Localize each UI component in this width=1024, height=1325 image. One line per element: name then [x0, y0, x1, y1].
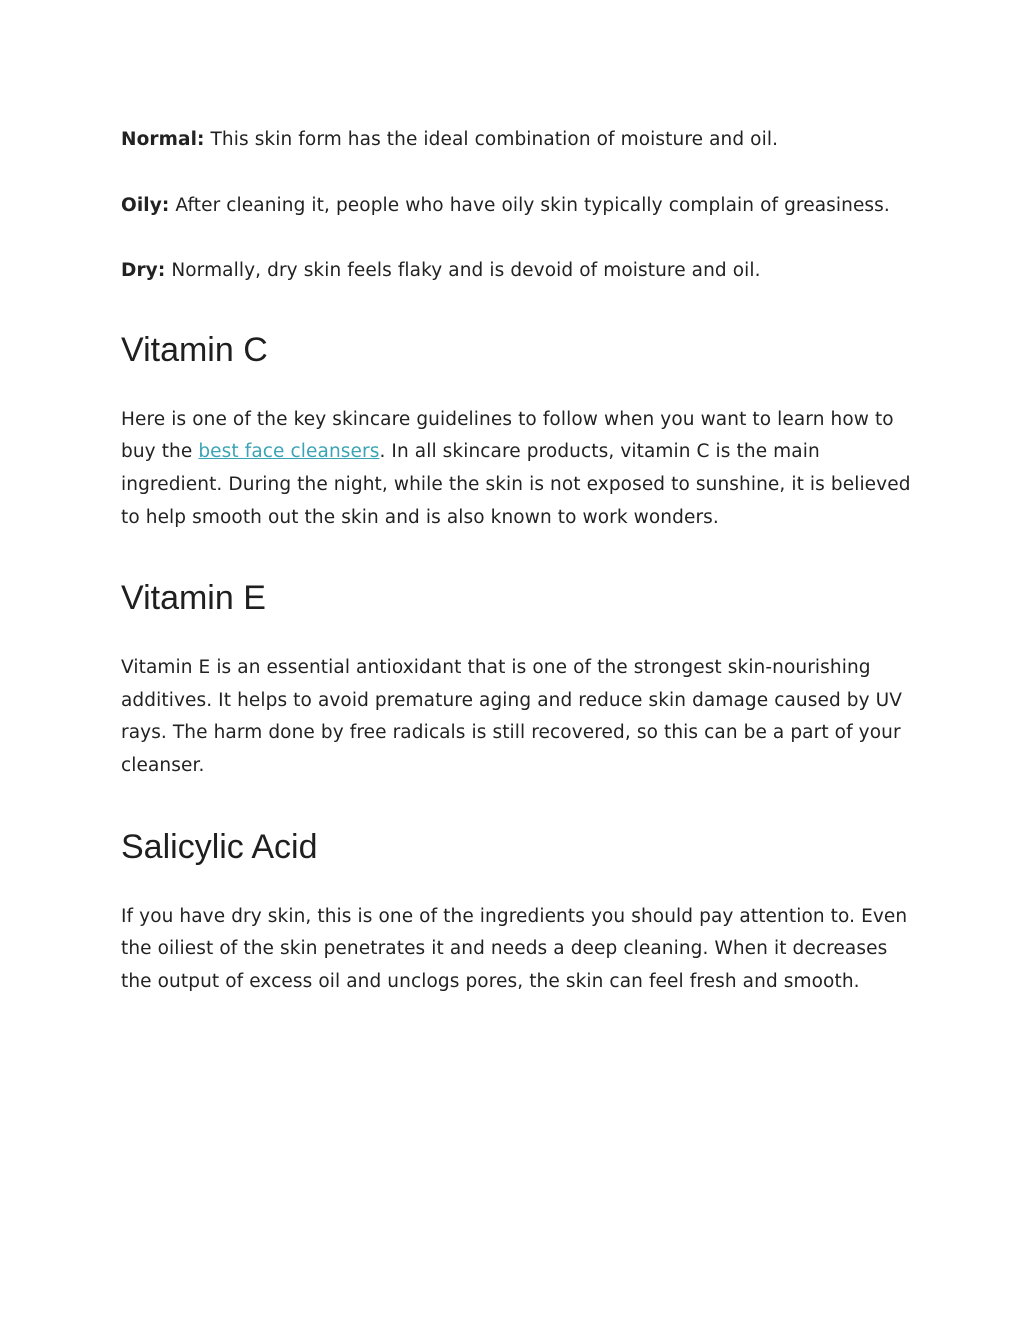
- skin-type-oily-paragraph: [121, 190, 911, 223]
- skin-type-dry-paragraph: [121, 255, 911, 288]
- document-page: [121, 124, 911, 998]
- skin-type-dry-term: Dry:: [121, 260, 166, 282]
- skin-type-dry-text: Normally, dry skin feels flaky and is devoid of moisture and oil.: [165, 260, 761, 282]
- skin-type-normal-text: This skin form has the ideal combination of moisture and oil.: [204, 129, 779, 150]
- vitamin-c-text-after-link: . In all skincare products, vitamin C is the main ingredient. During the night, while the skin is not exposed to sunshine, it is believed to help smooth out the skin and is also known to work wonders.: [121, 441, 911, 528]
- skin-type-normal-paragraph: [121, 124, 911, 157]
- vitamin-e-heading: Vitamin E: [121, 579, 266, 618]
- salicylic-acid-paragraph: If you have dry skin, this is one of the ingredients you should pay attention to. Even the oiliest of the skin penetrates it and needs a deep cleaning. When it decreases the output of excess oil and unclogs pores, the skin can feel fresh and smooth.: [121, 905, 908, 992]
- skin-type-normal-term: Normal:: [121, 129, 205, 150]
- best-face-cleansers-link[interactable]: best face cleansers: [198, 441, 380, 463]
- vitamin-c-heading: Vitamin C: [121, 330, 268, 369]
- vitamin-e-paragraph: Vitamin E is an essential antioxidant that is one of the strongest skin-nourishing additives. It helps to avoid premature aging and reduce skin damage caused by UV rays. The harm done by free radicals is still recovered, so this can be a part of your cleanser.: [121, 657, 903, 776]
- vitamin-c-text-before-link: Here is one of the key skincare guidelines to follow when you want to learn how to buy the: [121, 408, 894, 463]
- vitamin-c-paragraph: [121, 404, 911, 534]
- salicylic-acid-heading: Salicylic Acid: [121, 827, 318, 866]
- skin-type-oily-text: After cleaning it, people who have oily skin typically complain of greasiness.: [169, 194, 890, 216]
- skin-type-oily-term: Oily:: [121, 194, 170, 216]
